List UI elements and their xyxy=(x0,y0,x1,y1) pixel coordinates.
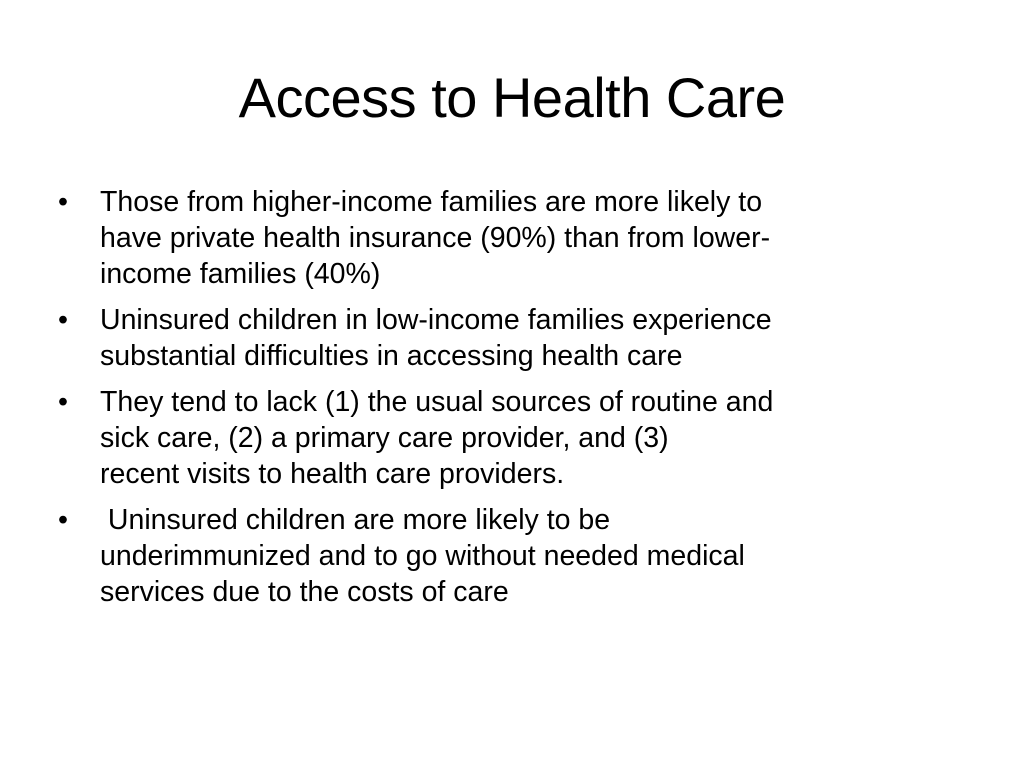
bullet-icon: • xyxy=(58,386,68,418)
bullet-line: They tend to lack (1) the usual sources of routine and xyxy=(100,386,774,418)
bullet-icon: • xyxy=(58,186,68,218)
bullet-icon: • xyxy=(58,304,68,336)
bullet-item-2 xyxy=(58,302,928,374)
bullet-line: substantial difficulties in accessing health care xyxy=(100,340,683,372)
bullet-line: Those from higher-income families are more likely to xyxy=(100,186,763,218)
bullet-line: income families (40%) xyxy=(100,258,381,290)
bullet-list xyxy=(58,184,928,620)
bullet-line: Uninsured children in low-income families experience xyxy=(100,304,772,336)
bullet-line: sick care, (2) a primary care provider, and (3) xyxy=(100,422,669,454)
bullet-line: recent visits to health care providers. xyxy=(100,458,565,490)
bullet-item-4 xyxy=(58,502,928,610)
bullet-line: have private health insurance (90%) than from lower- xyxy=(100,222,771,254)
bullet-item-3 xyxy=(58,384,928,492)
bullet-line: underimmunized and to go without needed medical xyxy=(100,540,745,572)
bullet-line: services due to the costs of care xyxy=(100,576,509,608)
bullet-icon: • xyxy=(58,504,68,536)
slide-title: Access to Health Care xyxy=(238,66,786,129)
bullet-line: Uninsured children are more likely to be xyxy=(100,504,611,536)
bullet-item-1 xyxy=(58,184,928,292)
